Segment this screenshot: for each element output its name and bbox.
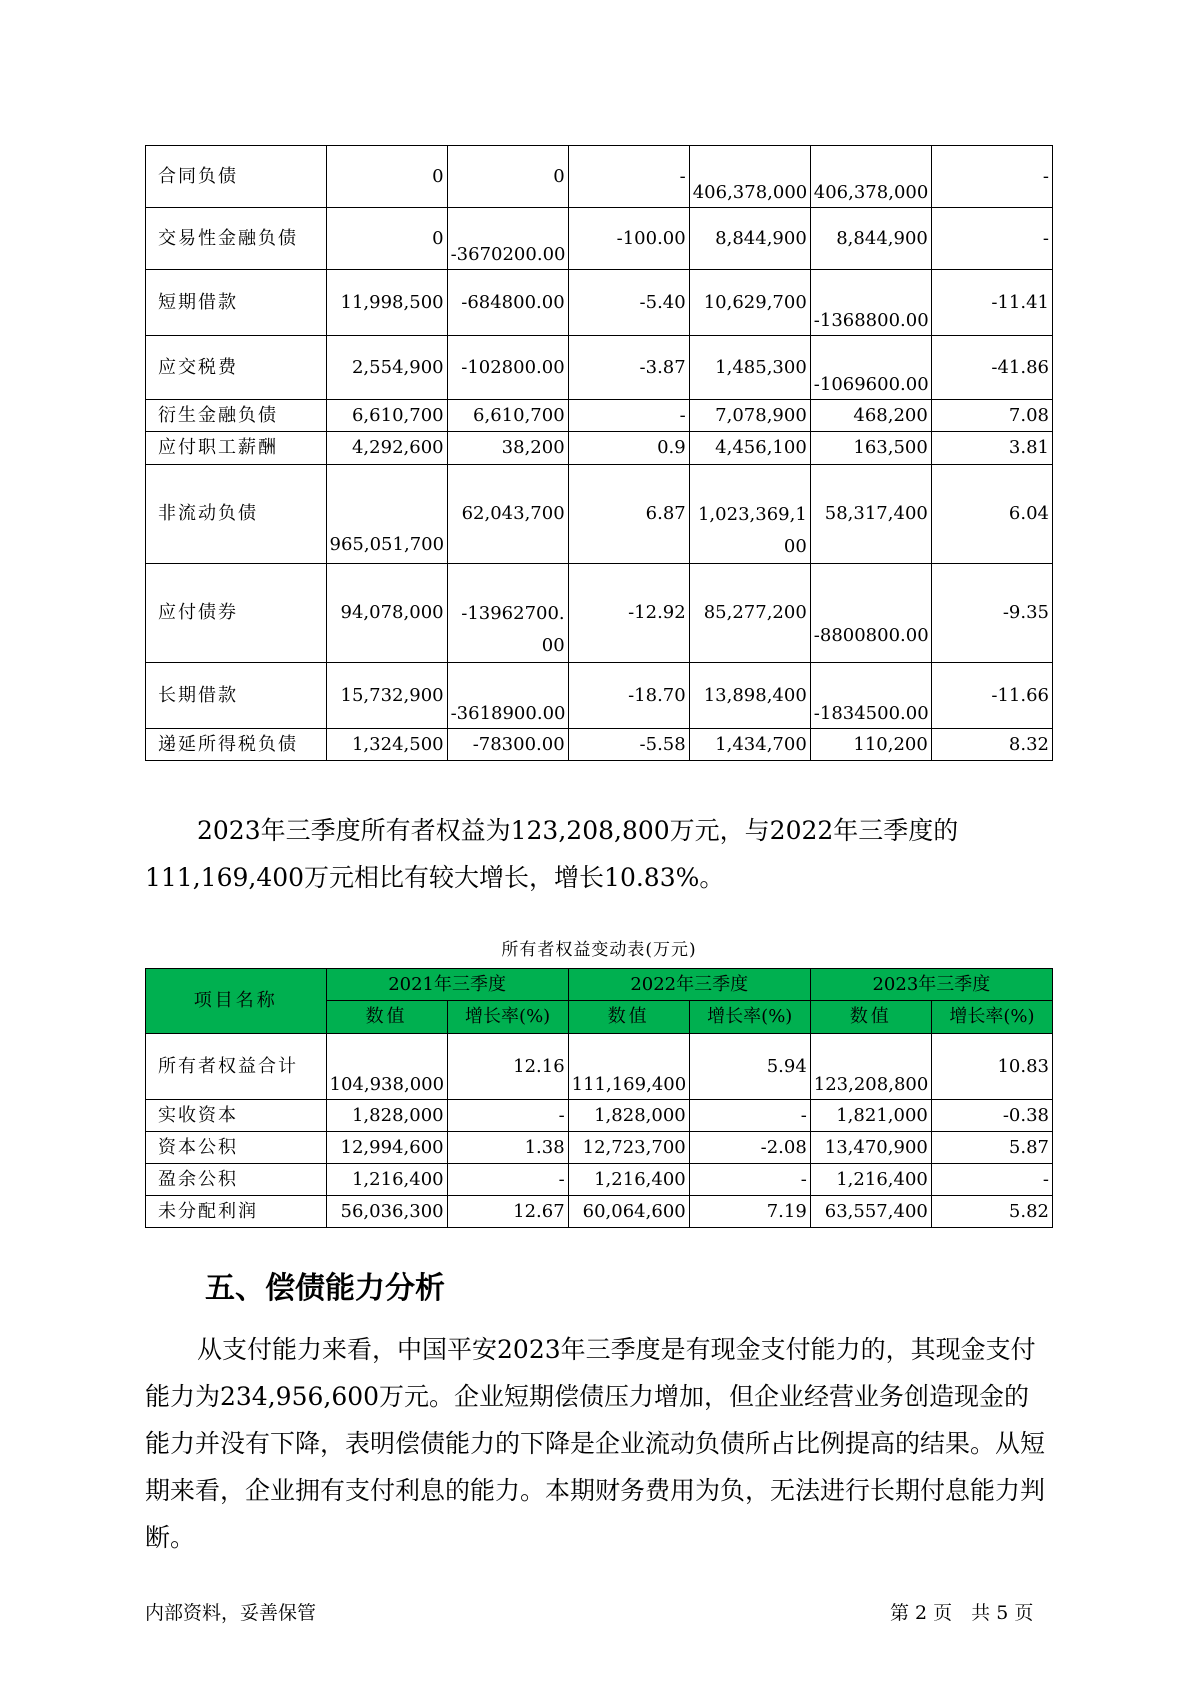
cell: -: [447, 1100, 568, 1132]
cell: 10,629,700: [689, 270, 810, 336]
cell: 4,292,600: [326, 432, 447, 465]
cell: 6,610,700: [326, 400, 447, 432]
cell: 10.83: [931, 1034, 1052, 1100]
liabilities-table: [145, 145, 1053, 761]
cell: 1,434,700: [689, 729, 810, 761]
cell: 8,844,900: [689, 208, 810, 270]
cell: 63,557,400: [810, 1196, 931, 1228]
table-row: [146, 270, 1053, 336]
cell: 60,064,600: [568, 1196, 689, 1228]
header-rate: 增长率(%): [931, 1001, 1052, 1034]
cell: 0.9: [568, 432, 689, 465]
row-label: 实收资本: [146, 1100, 327, 1132]
cell: -684800.00: [447, 270, 568, 336]
header-value: 数值: [810, 1001, 931, 1034]
cell: -: [931, 146, 1052, 208]
cell: 56,036,300: [326, 1196, 447, 1228]
cell: 123,208,800: [810, 1034, 931, 1100]
cell: 12,994,600: [326, 1132, 447, 1164]
equity-summary-paragraph: 2023年三季度所有者权益为123,208,800万元，与2022年三季度的111,169,400万元相比有较大增长，增长10.83%。: [145, 816, 959, 892]
cell: 8,844,900: [810, 208, 931, 270]
cell: -5.58: [568, 729, 689, 761]
cell: 6.04: [931, 465, 1052, 564]
table-row: [146, 1164, 1053, 1196]
row-label: 衍生金融负债: [146, 400, 327, 432]
header-year: 2022年三季度: [568, 969, 810, 1001]
cell: 406,378,000: [689, 146, 810, 208]
cell: 0: [326, 208, 447, 270]
header-item-name: 项目名称: [146, 969, 327, 1034]
header-rate: 增长率(%): [447, 1001, 568, 1034]
cell: 11,998,500: [326, 270, 447, 336]
table-row: [146, 663, 1053, 729]
cell: 94,078,000: [326, 564, 447, 663]
cell: -: [931, 208, 1052, 270]
row-label: 资本公积: [146, 1132, 327, 1164]
table-row: [146, 1100, 1053, 1132]
cell: -: [689, 1164, 810, 1196]
cell: 85,277,200: [689, 564, 810, 663]
cell: 163,500: [810, 432, 931, 465]
cell: 8.32: [931, 729, 1052, 761]
cell: -: [568, 400, 689, 432]
table-row: [146, 729, 1053, 761]
cell: -78300.00: [447, 729, 568, 761]
cell: -100.00: [568, 208, 689, 270]
cell: -1834500.00: [810, 663, 931, 729]
cell: 5.94: [689, 1034, 810, 1100]
cell: -11.41: [931, 270, 1052, 336]
row-label: 应交税费: [146, 336, 327, 400]
cell: 104,938,000: [326, 1034, 447, 1100]
row-label: 盈余公积: [146, 1164, 327, 1196]
row-label: 长期借款: [146, 663, 327, 729]
cell: 15,732,900: [326, 663, 447, 729]
header-value: 数值: [568, 1001, 689, 1034]
cell: 110,200: [810, 729, 931, 761]
cell: -11.66: [931, 663, 1052, 729]
table-row: [146, 564, 1053, 663]
cell: -9.35: [931, 564, 1052, 663]
cell: -18.70: [568, 663, 689, 729]
cell: -5.40: [568, 270, 689, 336]
cell: 12,723,700: [568, 1132, 689, 1164]
section-heading: 五、偿债能力分析: [205, 1271, 445, 1306]
header-rate: 增长率(%): [689, 1001, 810, 1034]
table-row: [146, 1132, 1053, 1164]
cell: 1,023,369,100: [689, 465, 810, 564]
cell: 1,828,000: [568, 1100, 689, 1132]
cell: -1069600.00: [810, 336, 931, 400]
cell: -: [689, 1100, 810, 1132]
header-year: 2021年三季度: [326, 969, 568, 1001]
cell: 7.08: [931, 400, 1052, 432]
cell: -3.87: [568, 336, 689, 400]
table-row: [146, 208, 1053, 270]
cell: 12.16: [447, 1034, 568, 1100]
header-row: [146, 969, 1053, 1001]
cell: 1,828,000: [326, 1100, 447, 1132]
equity-change-table: [145, 968, 1053, 1228]
header-year: 2023年三季度: [810, 969, 1052, 1001]
header-value: 数值: [326, 1001, 447, 1034]
cell: 1,216,400: [568, 1164, 689, 1196]
cell: 58,317,400: [810, 465, 931, 564]
cell: -102800.00: [447, 336, 568, 400]
cell: 1,821,000: [810, 1100, 931, 1132]
row-label: 递延所得税负债: [146, 729, 327, 761]
cell: -12.92: [568, 564, 689, 663]
footer-confidential-note: 内部资料，妥善保管: [145, 1602, 317, 1624]
solvency-analysis-paragraph: 从支付能力来看，中国平安2023年三季度是有现金支付能力的，其现金支付能力为234,956,600万元。企业短期偿债压力增加，但企业经营业务创造现金的能力并没有下降，表明偿债能力的下降是企业流动负债所占比例提高的结果。从短期来看，企业拥有支付利息的能力。本期财务费用为负，无法进行长期付息能力判断。: [145, 1335, 1046, 1552]
table-caption: 所有者权益变动表(万元): [501, 940, 697, 960]
row-label: 应付职工薪酬: [146, 432, 327, 465]
table-row: [146, 465, 1053, 564]
cell: 5.82: [931, 1196, 1052, 1228]
cell: 2,554,900: [326, 336, 447, 400]
cell: -1368800.00: [810, 270, 931, 336]
cell: -8800800.00: [810, 564, 931, 663]
row-label: 短期借款: [146, 270, 327, 336]
cell: -2.08: [689, 1132, 810, 1164]
cell: 1,324,500: [326, 729, 447, 761]
cell: 1,485,300: [689, 336, 810, 400]
row-label: 所有者权益合计: [146, 1034, 327, 1100]
cell: 13,898,400: [689, 663, 810, 729]
cell: 1,216,400: [326, 1164, 447, 1196]
cell: 4,456,100: [689, 432, 810, 465]
table-row: [146, 1034, 1053, 1100]
cell: 12.67: [447, 1196, 568, 1228]
table-row: [146, 432, 1053, 465]
cell: 468,200: [810, 400, 931, 432]
cell: -41.86: [931, 336, 1052, 400]
cell: -: [568, 146, 689, 208]
row-label: 应付债券: [146, 564, 327, 663]
cell: -0.38: [931, 1100, 1052, 1132]
cell: 0: [326, 146, 447, 208]
cell: 965,051,700: [326, 465, 447, 564]
cell: -: [931, 1164, 1052, 1196]
table-row: [146, 1196, 1053, 1228]
cell: 6.87: [568, 465, 689, 564]
cell: 111,169,400: [568, 1034, 689, 1100]
table-row: [146, 336, 1053, 400]
cell: -3618900.00: [447, 663, 568, 729]
cell: 7.19: [689, 1196, 810, 1228]
cell: 62,043,700: [447, 465, 568, 564]
cell: -13962700.00: [447, 564, 568, 663]
row-label: 合同负债: [146, 146, 327, 208]
table-row: [146, 146, 1053, 208]
cell: 0: [447, 146, 568, 208]
cell: 3.81: [931, 432, 1052, 465]
cell: 38,200: [447, 432, 568, 465]
cell: 406,378,000: [810, 146, 931, 208]
row-label: 交易性金融负债: [146, 208, 327, 270]
row-label: 未分配利润: [146, 1196, 327, 1228]
cell: -: [447, 1164, 568, 1196]
cell: 5.87: [931, 1132, 1052, 1164]
table-row: [146, 400, 1053, 432]
cell: 13,470,900: [810, 1132, 931, 1164]
cell: 7,078,900: [689, 400, 810, 432]
cell: 6,610,700: [447, 400, 568, 432]
cell: 1,216,400: [810, 1164, 931, 1196]
cell: 1.38: [447, 1132, 568, 1164]
row-label: 非流动负债: [146, 465, 327, 564]
footer-page-number: 第 2 页 共 5 页: [890, 1602, 1034, 1624]
cell: -3670200.00: [447, 208, 568, 270]
